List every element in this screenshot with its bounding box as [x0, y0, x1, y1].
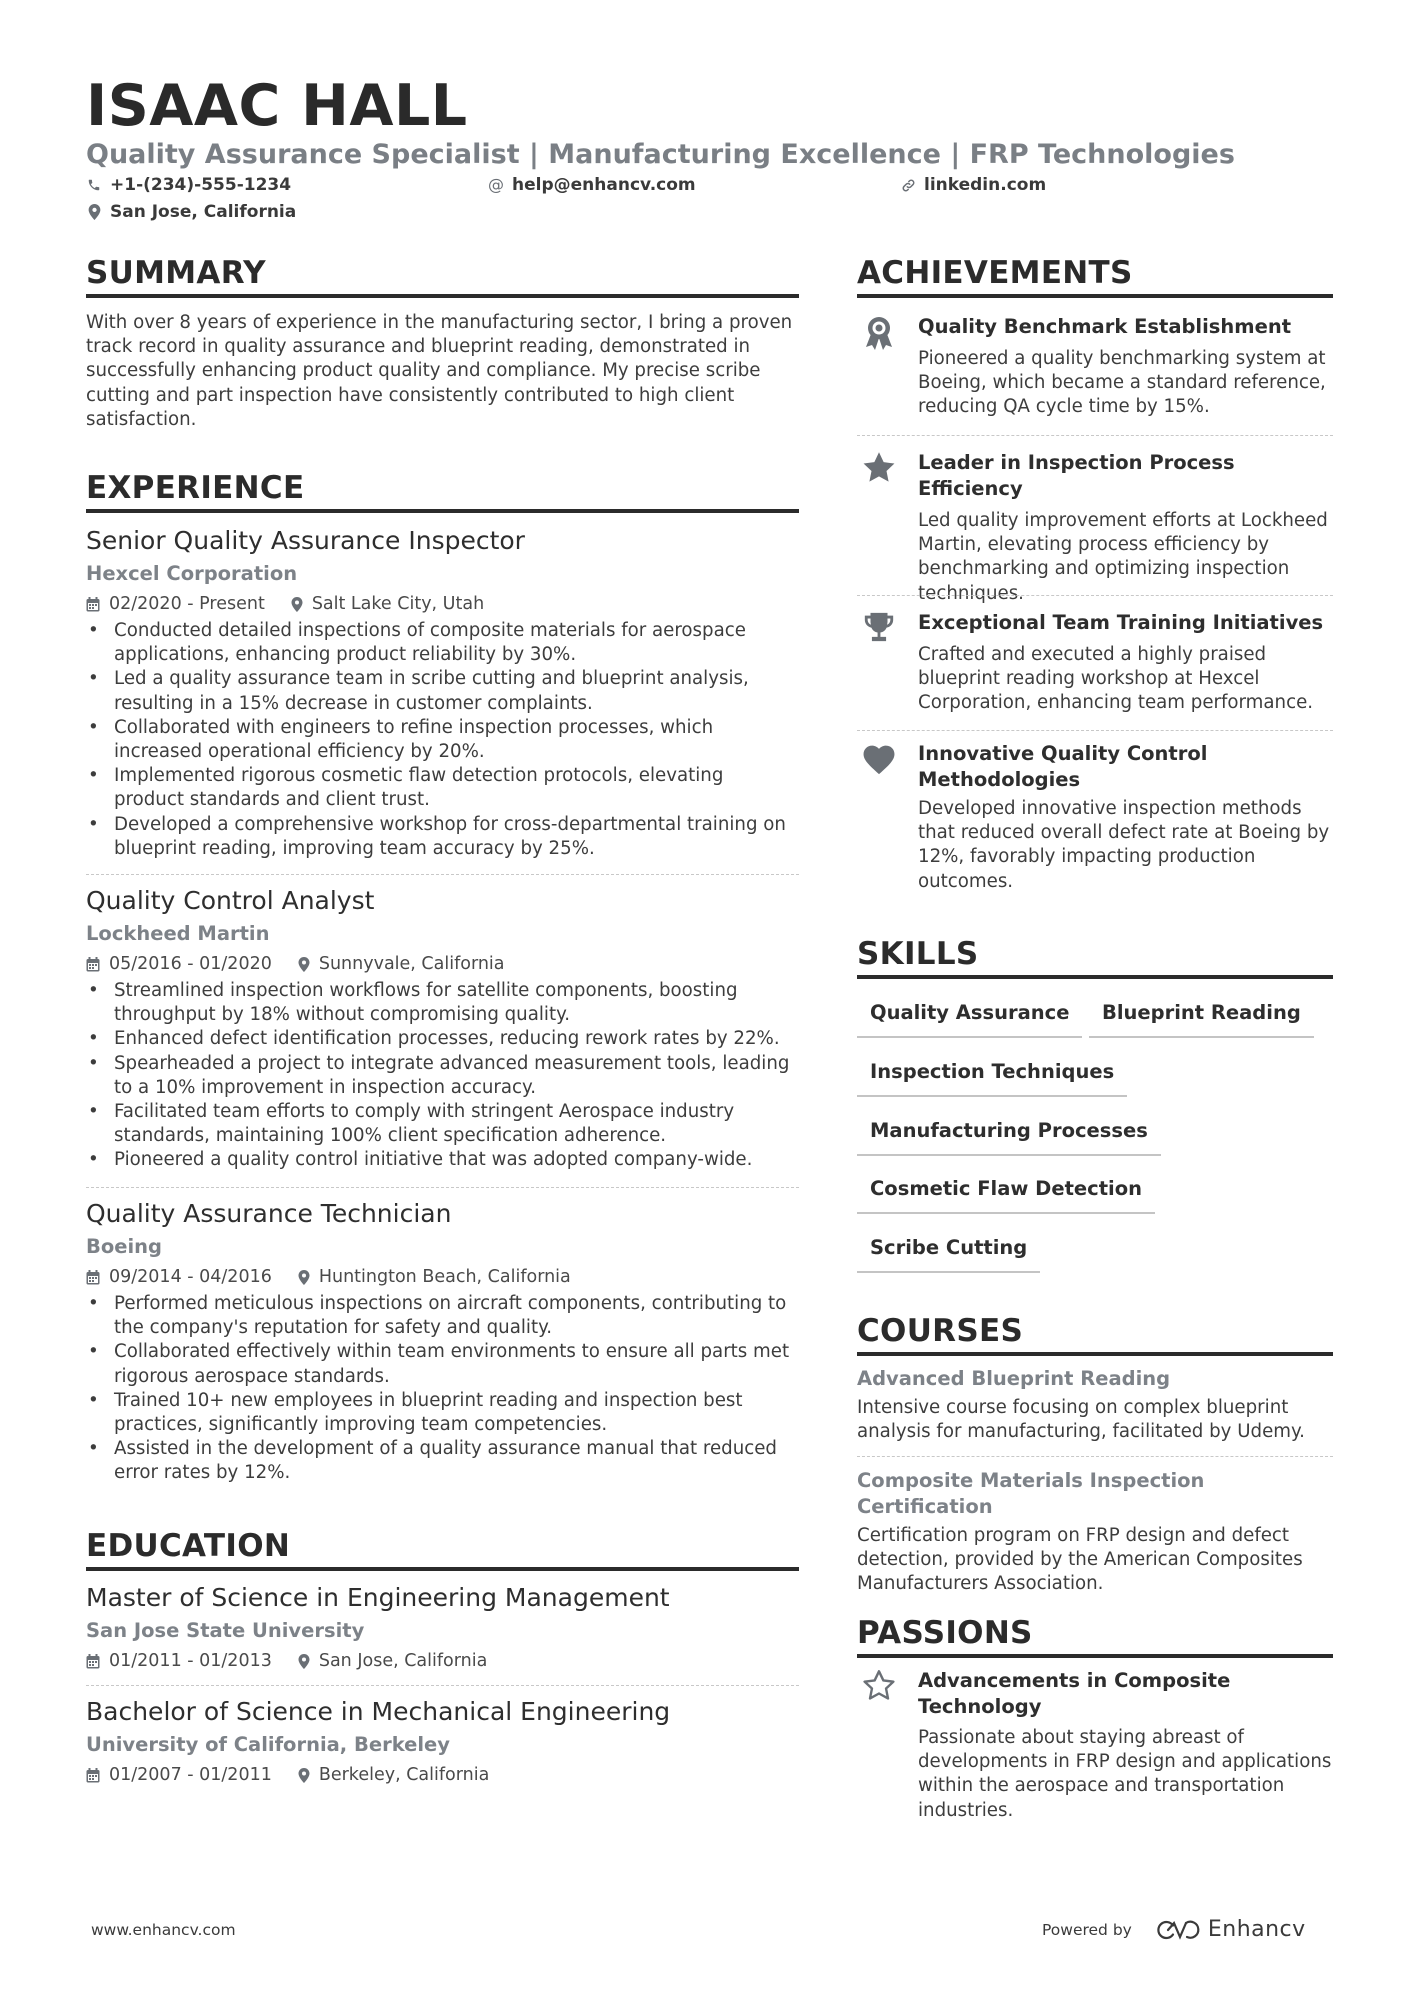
- experience-item: [86, 1198, 799, 1486]
- course-description: Intensive course focusing on complex blueprint analysis for manufacturing, facilitated by Udemy.: [857, 1397, 1305, 1443]
- achievement-title: Innovative Quality Control Methodologies: [918, 742, 1208, 791]
- achievements-rule: [857, 294, 1333, 298]
- bullet-item: • Led a quality assurance team in scribe cutting and blueprint analysis, resulting in a 15% decrease in customer complaints.: [86, 667, 799, 715]
- passion-title: Advancements in Composite Technology: [918, 1669, 1231, 1718]
- location-pin-icon: [86, 204, 102, 220]
- location-pin-icon: [298, 957, 310, 972]
- school-name: University of California, Berkeley: [86, 1733, 450, 1756]
- achievement-separator: [857, 595, 1333, 596]
- achievement-item: [857, 314, 1333, 420]
- phone-text[interactable]: +1-(234)-555-1234: [110, 175, 292, 195]
- bullet-item: • Enhanced defect identification processes, reducing rework rates by 22%.: [86, 1027, 799, 1051]
- education-dates: 01/2007 - 01/2011: [109, 1765, 272, 1785]
- school-name: San Jose State University: [86, 1619, 365, 1642]
- education-rule: [86, 1567, 799, 1571]
- brand-name: Enhancv: [1207, 1917, 1306, 1942]
- courses-title: COURSES: [857, 1313, 1024, 1349]
- education-dates: 01/2011 - 01/2013: [109, 1651, 272, 1671]
- achievement-item: [857, 610, 1333, 716]
- footer-branding: [1042, 1917, 1306, 1942]
- degree-title: Master of Science in Engineering Management: [86, 1583, 670, 1612]
- job-location: Huntington Beach, California: [318, 1267, 571, 1287]
- job-meta: [86, 1266, 799, 1288]
- job-separator: [86, 1187, 799, 1188]
- skill-tag: Manufacturing Processes: [857, 1118, 1161, 1156]
- passions-title: PASSIONS: [857, 1615, 1033, 1651]
- education-meta: [86, 1764, 799, 1786]
- education-separator: [86, 1685, 799, 1686]
- summary-text: With over 8 years of experience in the manufacturing sector, I bring a proven track record in quality assurance and blueprint reading, demonstrated in successfully enhancing product quality and compliance. My precise scribe cutting and part inspection have consistently contributed to high client satisfaction.: [86, 312, 793, 430]
- summary-title: SUMMARY: [86, 255, 266, 291]
- star-outline-icon: [857, 1668, 901, 1712]
- course-item: [857, 1468, 1333, 1597]
- experience-rule: [86, 509, 799, 513]
- experience-item: [86, 885, 799, 1173]
- calendar-icon: [86, 1654, 100, 1669]
- location-pin-icon: [298, 1270, 310, 1285]
- contact-email: [488, 174, 696, 196]
- phone-icon: [86, 177, 102, 193]
- bullet-item: • Streamlined inspection workflows for satellite components, boosting throughput by 18% without compromising quality.: [86, 979, 799, 1027]
- linkedin-text[interactable]: linkedin.com: [924, 175, 1047, 195]
- bullet-item: • Assisted in the development of a quality assurance manual that reduced error rates by 12%.: [86, 1437, 799, 1485]
- achievement-title: Leader in Inspection Process Efficiency: [918, 451, 1235, 500]
- footer-website[interactable]: www.enhancv.com: [91, 1921, 236, 1939]
- job-meta: [86, 953, 799, 975]
- education-item: [86, 1696, 799, 1786]
- job-company: Boeing: [86, 1235, 163, 1258]
- education-meta: [86, 1650, 799, 1672]
- job-title: Quality Control Analyst: [86, 886, 375, 915]
- course-title: Composite Materials Inspection Certification: [857, 1469, 1205, 1518]
- bullet-item: • Pioneered a quality control initiative that was adopted company-wide.: [86, 1148, 799, 1172]
- passion-description: Passionate about staying abreast of developments in FRP design and applications within the aerospace and transportation industries.: [918, 1727, 1332, 1821]
- job-location: Salt Lake City, Utah: [311, 594, 485, 614]
- degree-title: Bachelor of Science in Mechanical Engineering: [86, 1697, 671, 1726]
- bullet-item: • Collaborated effectively within team environments to ensure all parts met rigorous aerospace standards.: [86, 1340, 799, 1388]
- bullet-item: • Developed a comprehensive workshop for cross-departmental training on blueprint reading, improving team accuracy by 25%.: [86, 813, 799, 861]
- bullet-item: • Performed meticulous inspections on aircraft components, contributing to the company's reputation for safety and quality.: [86, 1292, 799, 1340]
- candidate-name: ISAAC HALL: [86, 73, 468, 139]
- calendar-icon: [86, 957, 100, 972]
- achievement-description: Developed innovative inspection methods that reduced overall defect rate at Boeing by 12%, favorably impacting production outcomes.: [918, 798, 1330, 892]
- passions-rule: [857, 1654, 1333, 1658]
- bullet-item: • Spearheaded a project to integrate advanced measurement tools, leading to a 10% improvement in inspection accuracy.: [86, 1052, 799, 1100]
- enhancv-logo-icon: [1154, 1919, 1200, 1941]
- location-pin-icon: [298, 1654, 310, 1669]
- course-description: Certification program on FRP design and defect detection, provided by the American Composites Manufacturers Association.: [857, 1525, 1303, 1595]
- email-text[interactable]: help@enhancv.com: [512, 175, 696, 195]
- achievement-title: Quality Benchmark Establishment: [918, 315, 1292, 338]
- skill-tag: Cosmetic Flaw Detection: [857, 1176, 1155, 1214]
- courses-rule: [857, 1352, 1333, 1356]
- calendar-icon: [86, 1270, 100, 1285]
- achievement-description: Crafted and executed a highly praised blueprint reading workshop at Hexcel Corporation, enhancing team performance.: [918, 644, 1314, 714]
- skill-tag: Inspection Techniques: [857, 1059, 1127, 1097]
- achievement-description: Pioneered a quality benchmarking system at Boeing, which became a standard reference, reducing QA cycle time by 15%.: [918, 348, 1326, 418]
- at-icon: @: [488, 175, 504, 194]
- education-location: San Jose, California: [318, 1651, 488, 1671]
- calendar-icon: [86, 1768, 100, 1783]
- bullet-item: • Facilitated team efforts to comply with stringent Aerospace industry standards, maintaining 100% client specification adherence.: [86, 1100, 799, 1148]
- experience-title: EXPERIENCE: [86, 470, 305, 506]
- skill-tag: Scribe Cutting: [857, 1235, 1040, 1273]
- summary-rule: [86, 294, 799, 298]
- contact-location: [86, 201, 296, 223]
- skills-title: SKILLS: [857, 936, 979, 972]
- star-icon: [857, 450, 901, 494]
- achievement-description: Led quality improvement efforts at Lockheed Martin, elevating process efficiency by benchmarking and optimizing inspection techniques.: [918, 510, 1328, 604]
- brand-logo[interactable]: [1154, 1917, 1306, 1942]
- job-location: Sunnyvale, California: [318, 954, 505, 974]
- job-company: Lockheed Martin: [86, 922, 270, 945]
- job-dates: 09/2014 - 04/2016: [109, 1267, 272, 1287]
- job-bullets: [86, 979, 799, 1173]
- calendar-icon: [86, 597, 100, 612]
- job-dates: 02/2020 - Present: [109, 594, 265, 614]
- job-dates: 05/2016 - 01/2020: [109, 954, 272, 974]
- contact-linkedin: [900, 174, 1046, 196]
- achievement-item: [857, 741, 1333, 894]
- achievement-item: [857, 450, 1333, 606]
- passion-item: [857, 1668, 1333, 1823]
- education-item: [86, 1582, 799, 1672]
- job-meta: [86, 593, 799, 615]
- job-title: Quality Assurance Technician: [86, 1199, 452, 1228]
- course-separator: [857, 1456, 1333, 1457]
- candidate-headline: Quality Assurance Specialist | Manufacturing Excellence | FRP Technologies: [86, 139, 1235, 170]
- job-title: Senior Quality Assurance Inspector: [86, 526, 525, 555]
- bullet-item: • Implemented rigorous cosmetic flaw detection protocols, elevating product standards and client trust.: [86, 764, 799, 812]
- skill-tag: Quality Assurance: [857, 1000, 1082, 1038]
- bullet-item: • Trained 10+ new employees in blueprint reading and inspection best practices, significantly improving team competencies.: [86, 1389, 799, 1437]
- experience-item: [86, 525, 799, 861]
- achievement-title: Exceptional Team Training Initiatives: [918, 611, 1324, 634]
- location-pin-icon: [298, 1768, 310, 1783]
- job-bullets: [86, 619, 799, 861]
- education-location: Berkeley, California: [318, 1765, 490, 1785]
- heart-icon: [857, 741, 901, 785]
- powered-by-label: Powered by: [1042, 1920, 1132, 1939]
- course-item: [857, 1366, 1333, 1444]
- trophy-icon: [857, 610, 901, 654]
- contact-phone: [86, 174, 291, 196]
- job-bullets: [86, 1292, 799, 1486]
- achievement-separator: [857, 730, 1333, 731]
- link-icon: [900, 177, 916, 193]
- skills-rule: [857, 975, 1333, 979]
- achievements-title: ACHIEVEMENTS: [857, 255, 1133, 291]
- location-pin-icon: [291, 597, 303, 612]
- skill-tag: Blueprint Reading: [1089, 1000, 1314, 1038]
- location-text: San Jose, California: [110, 202, 297, 222]
- achievement-separator: [857, 435, 1333, 436]
- job-separator: [86, 874, 799, 875]
- bullet-item: • Collaborated with engineers to refine inspection processes, which increased operational efficiency by 20%.: [86, 716, 799, 764]
- bullet-item: • Conducted detailed inspections of composite materials for aerospace applications, enhancing product reliability by 30%.: [86, 619, 799, 667]
- education-title: EDUCATION: [86, 1528, 291, 1564]
- job-company: Hexcel Corporation: [86, 562, 298, 585]
- award-ribbon-icon: [857, 314, 901, 358]
- course-title: Advanced Blueprint Reading: [857, 1367, 1171, 1390]
